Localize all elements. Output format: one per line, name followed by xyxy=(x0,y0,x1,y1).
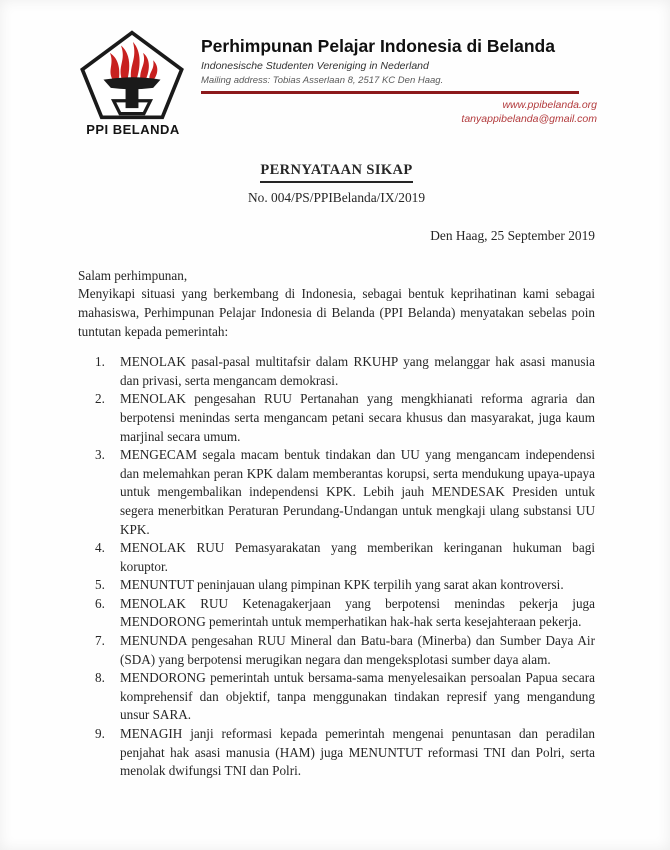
demand-text: MENUNDA pengesahan RUU Mineral dan Batu-bara (Minerba) dan Sumber Daya Air (SDA) yang berpotensi merugikan negara dan mengeksplotasi sumber daya alam. xyxy=(120,633,595,667)
demand-number: 2. xyxy=(95,391,105,407)
demand-text: MENDORONG pemerintah untuk bersama-sama menyelesaikan persoalan Papua secara komprehensif dan objektif, tanpa menggunakan tindakan represif yang mengandung unsur SARA. xyxy=(120,670,595,723)
demand-item-5 xyxy=(78,576,595,595)
dateline: Den Haag, 25 September 2019 xyxy=(430,228,595,244)
demand-text: MENOLAK RUU Ketenagakerjaan yang berpotensi menindas pekerja juga MENDORONG pemerintah untuk memperhatikan hak-hak serta kesejahteraan pekerja. xyxy=(120,595,595,630)
demand-text: MENGECAM segala macam bentuk tindakan dan UU yang mengancam independensi dan melemahkan peran KPK dalam memberantas korupsi, serta mendukung upaya-upaya untuk mengembalikan independensi KPK. Lebih jauh MENDESAK Presiden untuk segera menerbitkan Peraturan Perundang-Undangan untuk mengkaji ulang substansi UU KPK. xyxy=(120,447,595,537)
demand-item-1 xyxy=(78,353,595,390)
demand-number: 5. xyxy=(95,577,105,593)
demand-item-7 xyxy=(78,632,595,669)
letterhead-divider xyxy=(201,91,579,94)
mailing-address: Mailing address: Tobias Asserlaan 8, 2517 KC Den Haag. xyxy=(201,75,444,86)
demand-number: 6. xyxy=(95,595,105,611)
logo-label: PPI BELANDA xyxy=(86,122,180,137)
demand-text: MENUNTUT peninjauan ulang pimpinan KPK terpilih yang sarat akan kontroversi. xyxy=(120,577,564,593)
demand-text: MENOLAK pengesahan RUU Pertanahan yang mengkhianati reforma agraria dan berpotensi menindas serta mengancam petani secara khusus dan masyarakat, juga kaum marjinal secara umum. xyxy=(120,391,595,444)
letterhead xyxy=(0,0,670,137)
letterhead-text xyxy=(201,29,653,137)
demand-number: 8. xyxy=(95,670,105,686)
demand-number: 7. xyxy=(95,633,105,649)
torch-flame-pentagon-icon xyxy=(78,29,186,121)
ppi-belanda-logo xyxy=(78,29,188,137)
demand-item-9 xyxy=(78,725,595,781)
document-title: PERNYATAAN SIKAP xyxy=(260,161,412,183)
demand-item-3 xyxy=(78,446,595,539)
demand-text: MENOLAK RUU Pemasyarakatan yang memberikan keringanan hukuman bagi koruptor. xyxy=(120,540,595,574)
demand-text: MENAGIH janji reformasi kepada pemerintah mengenai penuntasan dan peradilan penjahat hak asasi manusia (HAM) juga MENUNTUT reformasi TNI dan Polri, serta menolak dwifungsi TNI dan Polri. xyxy=(120,726,595,779)
demand-number: 4. xyxy=(95,540,105,556)
demand-number: 1. xyxy=(95,354,105,370)
demand-number: 9. xyxy=(95,726,105,742)
demand-item-8 xyxy=(78,669,595,725)
title-block xyxy=(78,161,595,183)
org-name: Perhimpunan Pelajar Indonesia di Belanda xyxy=(201,36,555,56)
letter-body xyxy=(0,161,670,781)
demand-text: MENOLAK pasal-pasal multitafsir dalam RKUHP yang melanggar hak asasi manusia dan privasi, serta mengancam demokrasi. xyxy=(120,354,595,388)
demands-list xyxy=(78,353,595,781)
email-address: tanyappibelanda@gmail.com xyxy=(461,113,597,125)
website-url: www.ppibelanda.org xyxy=(502,99,597,111)
demand-item-6 xyxy=(78,595,595,632)
document-ref-number: No. 004/PS/PPIBelanda/IX/2019 xyxy=(247,189,426,205)
intro-paragraph: Menyikapi situasi yang berkembang di Indonesia, sebagai bentuk keprihatinan kami sebagai mahasiswa, Perhimpunan Pelajar Indonesia di Belanda (PPI Belanda) menyatakan sebelas poin tuntutan kepada pemerintah: xyxy=(78,286,595,339)
salutation: Salam perhimpunan, xyxy=(78,267,188,283)
demand-item-2 xyxy=(78,390,595,446)
org-subtitle: Indonesische Studenten Vereniging in Nederland xyxy=(201,60,429,72)
demand-item-4 xyxy=(78,539,595,576)
demand-number: 3. xyxy=(95,447,105,463)
contact-block xyxy=(201,98,597,126)
